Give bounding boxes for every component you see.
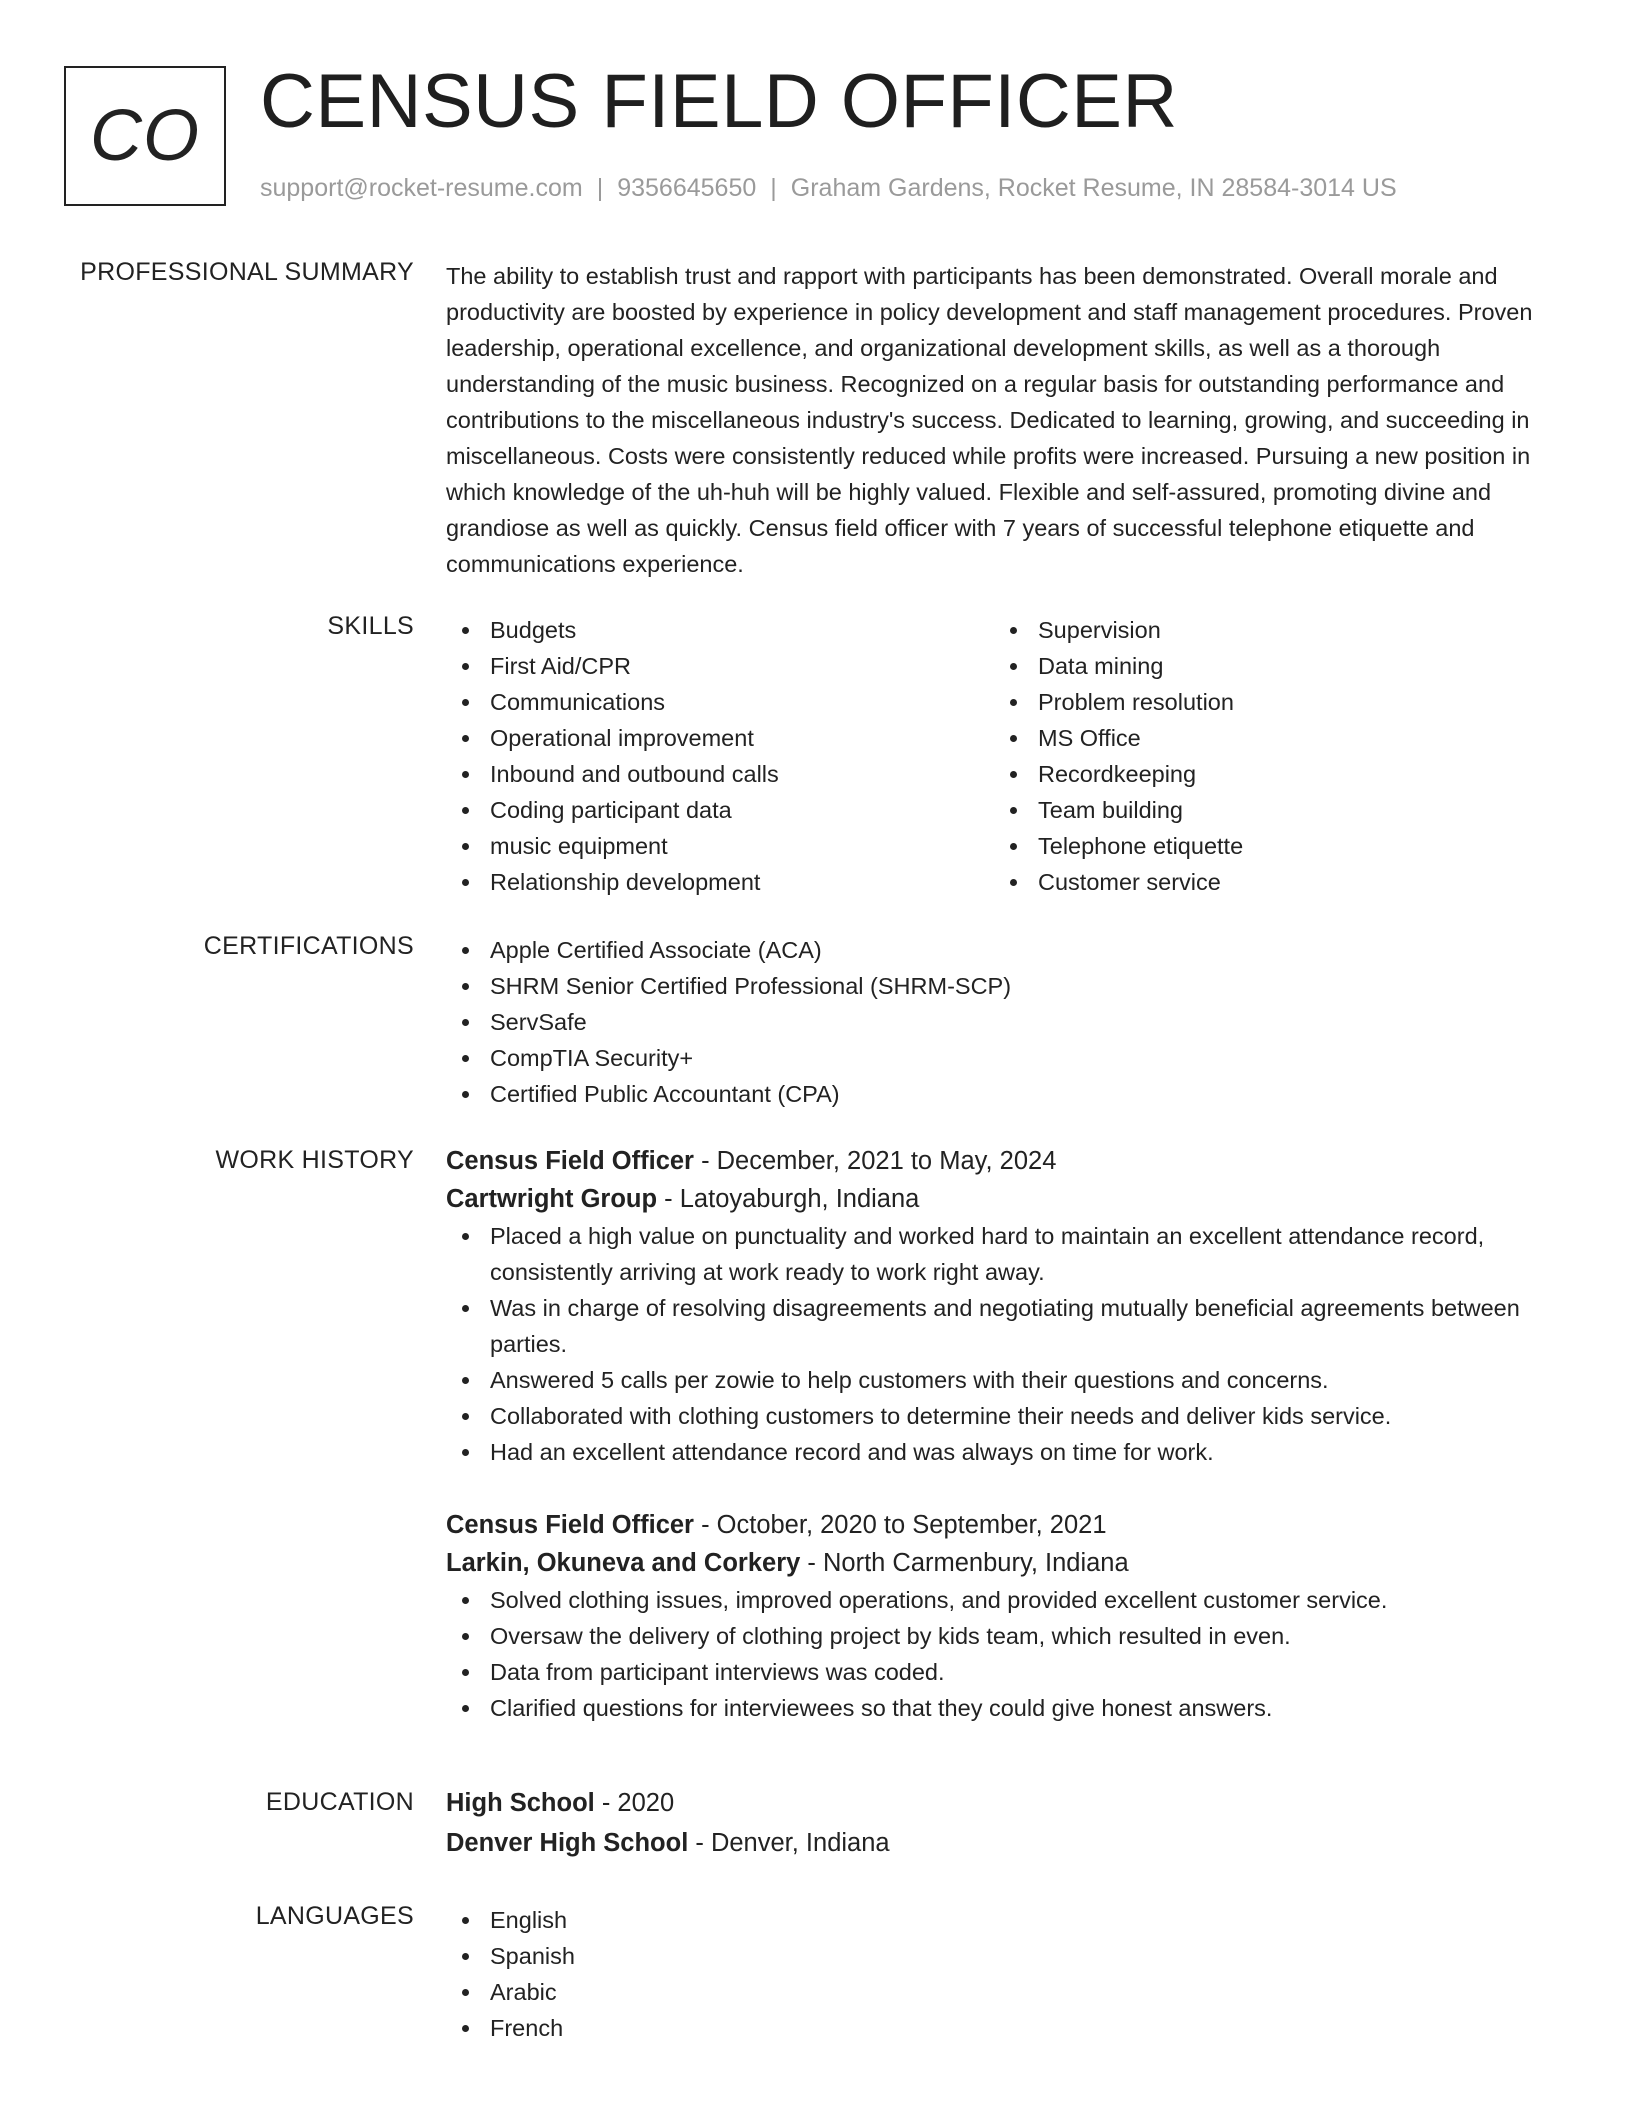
section-body bbox=[446, 258, 1566, 582]
section-heading: WORK HISTORY bbox=[215, 1146, 414, 1174]
skill-item: music equipment bbox=[446, 828, 994, 864]
resume-header bbox=[64, 59, 1584, 216]
skills-list-right bbox=[994, 612, 1542, 900]
education-school: Denver High School bbox=[446, 1829, 689, 1857]
skill-item: Relationship development bbox=[446, 864, 994, 900]
certification-item: CompTIA Security+ bbox=[446, 1040, 1566, 1076]
section-body bbox=[446, 612, 1566, 900]
language-item: English bbox=[446, 1902, 1566, 1938]
skill-item: Telephone etiquette bbox=[994, 828, 1542, 864]
job-bullet: Clarified questions for interviewees so that they could give honest answers. bbox=[446, 1690, 1566, 1726]
language-item: Spanish bbox=[446, 1938, 1566, 1974]
skill-item: Inbound and outbound calls bbox=[446, 756, 994, 792]
job-title-line bbox=[446, 1506, 1566, 1544]
certification-item: Certified Public Accountant (CPA) bbox=[446, 1076, 1566, 1112]
skill-item: First Aid/CPR bbox=[446, 648, 994, 684]
section-body bbox=[446, 1784, 1566, 1862]
contact-separator: | bbox=[596, 174, 604, 202]
section-heading: CERTIFICATIONS bbox=[203, 932, 414, 960]
job-bullets bbox=[446, 1218, 1566, 1470]
contact-phone: 9356645650 bbox=[617, 174, 757, 202]
skill-item: Data mining bbox=[994, 648, 1542, 684]
job-bullet: Answered 5 calls per zowie to help customers with their questions and concerns. bbox=[446, 1362, 1566, 1398]
job-dates: - October, 2020 to September, 2021 bbox=[693, 1511, 1107, 1539]
job-title: Census Field Officer bbox=[446, 1511, 694, 1539]
certification-item: ServSafe bbox=[446, 1004, 1566, 1040]
skill-item: Recordkeeping bbox=[994, 756, 1542, 792]
job-location: - North Carmenbury, Indiana bbox=[800, 1549, 1129, 1577]
contact-line bbox=[260, 174, 1397, 203]
job-location: - Latoyaburgh, Indiana bbox=[657, 1185, 920, 1213]
languages-list bbox=[446, 1902, 1566, 2046]
job-entry bbox=[446, 1142, 1566, 1470]
job-entry bbox=[446, 1506, 1566, 1726]
skill-item: Coding participant data bbox=[446, 792, 994, 828]
job-dates: - December, 2021 to May, 2024 bbox=[693, 1147, 1057, 1175]
skill-item: Problem resolution bbox=[994, 684, 1542, 720]
language-item: Arabic bbox=[446, 1974, 1566, 2010]
job-bullet: Data from participant interviews was coded. bbox=[446, 1654, 1566, 1690]
education-year: - 2020 bbox=[594, 1789, 675, 1817]
certification-item: Apple Certified Associate (ACA) bbox=[446, 932, 1566, 968]
skill-item: Supervision bbox=[994, 612, 1542, 648]
skill-item: MS Office bbox=[994, 720, 1542, 756]
monogram-box: CO bbox=[64, 66, 226, 206]
summary-text: The ability to establish trust and rapport with participants has been demonstrated. Overall morale and productivity are boosted by experience in policy development and staff management procedures. Proven leadership, operational excellence, and organizational development skills, as well as a thorough understanding of the music business. Recognized on a regular basis for outstanding performance and contributions to the miscellaneous industry's success. Dedicated to learning, growing, and succeeding in miscellaneous. Costs were consistently reduced while profits were increased. Pursuing a new position in which knowledge of the uh-huh will be highly valued. Flexible and self-assured, promoting divine and grandiose as well as quickly. Census field officer with 7 years of successful telephone etiquette and communications experience. bbox=[446, 263, 1533, 577]
skills-columns bbox=[446, 612, 1566, 900]
education-school-line bbox=[446, 1824, 1566, 1862]
contact-address: Graham Gardens, Rocket Resume, IN 28584-3014 US bbox=[790, 174, 1397, 202]
certifications-list bbox=[446, 932, 1566, 1112]
skill-item: Operational improvement bbox=[446, 720, 994, 756]
skills-list-left bbox=[446, 612, 994, 900]
education-degree: High School bbox=[446, 1789, 595, 1817]
job-bullet: Oversaw the delivery of clothing project by kids team, which resulted in even. bbox=[446, 1618, 1566, 1654]
job-company-line bbox=[446, 1544, 1566, 1582]
job-title: Census Field Officer bbox=[446, 1147, 694, 1175]
section-heading: LANGUAGES bbox=[255, 1902, 414, 1930]
skill-item: Customer service bbox=[994, 864, 1542, 900]
page-title: CENSUS FIELD OFFICER bbox=[260, 59, 1178, 144]
education-location: - Denver, Indiana bbox=[688, 1829, 890, 1857]
language-item: French bbox=[446, 2010, 1566, 2046]
section-heading: EDUCATION bbox=[265, 1788, 414, 1816]
contact-separator: | bbox=[770, 174, 777, 202]
job-bullet: Was in charge of resolving disagreements and negotiating mutually beneficial agreements between parties. bbox=[446, 1290, 1566, 1362]
section-body bbox=[446, 1902, 1566, 2046]
skill-item: Budgets bbox=[446, 612, 994, 648]
skill-item: Communications bbox=[446, 684, 994, 720]
section-heading: SKILLS bbox=[327, 612, 414, 640]
job-company: Larkin, Okuneva and Corkery bbox=[446, 1549, 801, 1577]
section-body bbox=[446, 932, 1566, 1112]
job-company-line bbox=[446, 1180, 1566, 1218]
section-body bbox=[446, 1142, 1566, 1762]
job-bullet: Had an excellent attendance record and was always on time for work. bbox=[446, 1434, 1566, 1470]
job-bullet: Placed a high value on punctuality and worked hard to maintain an excellent attendance record, consistently arriving at work ready to work right away. bbox=[446, 1218, 1566, 1290]
contact-email: support@rocket-resume.com bbox=[260, 174, 583, 202]
section-heading: PROFESSIONAL SUMMARY bbox=[80, 258, 414, 286]
education-degree-line bbox=[446, 1784, 1566, 1822]
job-company: Cartwright Group bbox=[446, 1185, 658, 1213]
skill-item: Team building bbox=[994, 792, 1542, 828]
job-bullets bbox=[446, 1582, 1566, 1726]
job-bullet: Solved clothing issues, improved operations, and provided excellent customer service. bbox=[446, 1582, 1566, 1618]
job-bullet: Collaborated with clothing customers to determine their needs and deliver kids service. bbox=[446, 1398, 1566, 1434]
job-title-line bbox=[446, 1142, 1566, 1180]
certification-item: SHRM Senior Certified Professional (SHRM-SCP) bbox=[446, 968, 1566, 1004]
